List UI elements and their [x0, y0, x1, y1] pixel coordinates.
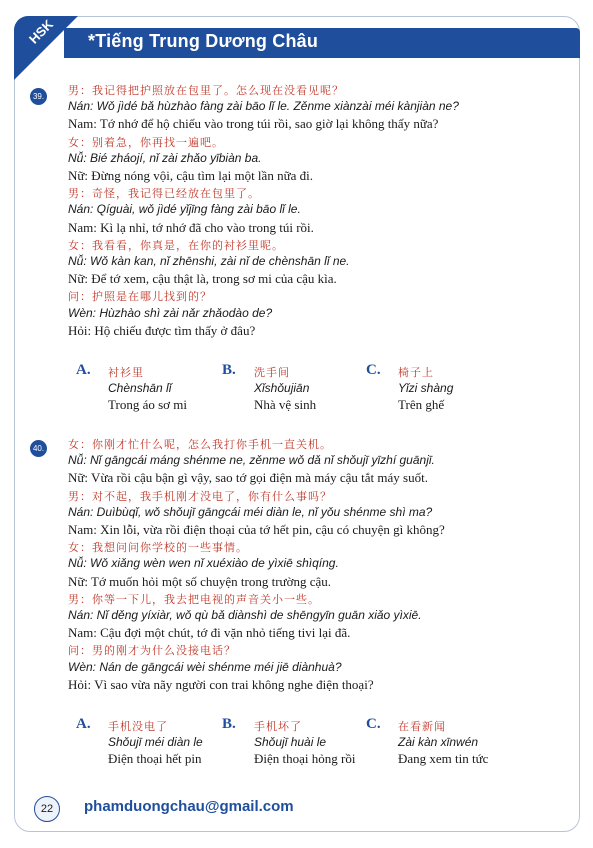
dialogue-line-zh: 男：对不起，我手机刚才没电了，你有什么事吗？ [68, 489, 332, 503]
dialogue-line-zh: 男：我记得把护照放在包里了。怎么现在没看见呢？ [68, 84, 344, 97]
dialogue-line-zh: 问：护照是在哪儿找到的？ [68, 290, 212, 304]
dialogue-line-vi: Hỏi: Hộ chiếu được tìm thấy ở đâu? [68, 322, 256, 338]
dialogue-line-vi: Nam: Xin lỗi, vừa rồi điện thoại của tớ hết pin, cậu có chuyện gì không? [68, 522, 445, 537]
option-letter: A. [76, 716, 91, 732]
dialogue-line-py: Wèn: Nán de gāngcái wèi shénme méi jiē diànhuà? [68, 659, 342, 674]
dialogue-line-py: Nán: Qíguài, wǒ jìdé yǐjīng fàng zài bāo lǐ le. [68, 202, 301, 217]
option-chinese: 衬衫里 [108, 366, 144, 379]
dialogue-line-zh: 女：我看看，你真是，在你的衬衫里呢。 [68, 238, 284, 252]
question-number-40: 40. [30, 440, 47, 457]
page-number: 22 [34, 796, 60, 822]
option-chinese: 手机坏了 [254, 720, 302, 733]
dialogue-line-zh: 女：我想问问你学校的一些事情。 [68, 541, 248, 555]
dialogue-line-py: Nán: Wǒ jìdé bǎ hùzhào fàng zài bāo lǐ le. Zěnme xiànzài méi kànjiàn ne? [68, 99, 459, 114]
dialogue-line-py: Nǚ: Wǒ xiǎng wèn wen nǐ xuéxiào de yìxiē shìqíng. [68, 556, 339, 571]
question-number-39: 39. [30, 88, 47, 105]
dialogue-line-vi: Nam: Kì lạ nhỉ, tớ nhớ đã cho vào trong túi rồi. [68, 219, 314, 235]
dialogue-line-vi: Nam: Tớ nhớ để hộ chiếu vào trong túi rồi, sao giờ lại không thấy nữa? [68, 116, 439, 132]
option-letter: C. [366, 362, 381, 378]
dialogue-line-vi: Nữ: Để tớ xem, cậu thật là, trong sơ mi của cậu kìa. [68, 271, 337, 287]
dialogue-line-py: Nán: Duìbùqǐ, wǒ shǒujī gāngcái méi diàn le, nǐ yǒu shénme shì ma? [68, 504, 433, 519]
dialogue-line-py: Nǚ: Bié zháojí, nǐ zài zhǎo yībiàn ba. [68, 150, 262, 165]
dialogue-line-zh: 男：奇怪，我记得已经放在包里了。 [68, 187, 260, 201]
dialogue-line-py: Nǚ: Wǒ kàn kan, nǐ zhēnshi, zài nǐ de chènshān lǐ ne. [68, 254, 350, 268]
option-vietnamese: Điện thoại hết pin [108, 751, 202, 766]
option-letter: B. [222, 362, 236, 378]
dialogue-line-vi: Nữ: Tớ muốn hỏi một số chuyện trong trường cậu. [68, 573, 332, 589]
dialogue-line-py: Nǚ: Nǐ gāngcái máng shénme ne, zěnme wǒ dǎ nǐ shǒujī yīzhí guānjī. [68, 453, 435, 468]
dialogue-line-zh: 女：你刚才忙什么呢，怎么我打你手机一直关机。 [68, 438, 332, 451]
dialogue-line-vi: Hỏi: Vì sao vừa nãy người con trai không nghe điện thoại? [68, 676, 374, 692]
option-letter: B. [222, 716, 236, 732]
option-vietnamese: Trong áo sơ mi [108, 397, 187, 412]
option-pinyin: Yǐzi shàng [398, 381, 454, 395]
page-title: *Tiếng Trung Dương Châu [88, 31, 319, 51]
option-chinese: 椅子上 [398, 366, 434, 379]
dialogue-line-vi: Nữ: Đừng nóng vội, cậu tìm lại một lần nữa đi. [68, 168, 313, 183]
dialogue-line-zh: 女：别着急，你再找一遍吧。 [68, 135, 224, 149]
dialogue-line-py: Wèn: Hùzhào shì zài nǎr zhǎodào de? [68, 305, 273, 320]
option-letter: C. [366, 716, 381, 732]
option-pinyin: Zài kàn xīnwén [398, 735, 479, 749]
option-pinyin: Xǐshǒujiān [254, 381, 310, 395]
option-chinese: 在看新闻 [398, 720, 446, 733]
option-pinyin: Shǒujī méi diàn le [108, 735, 203, 749]
option-vietnamese: Điện thoại hỏng rồi [254, 751, 356, 766]
hsk-badge-label: HSK [26, 16, 57, 47]
option-vietnamese: Trên ghế [398, 397, 445, 412]
dialogue-line-vi: Nam: Cậu đợi một chút, tớ đi vặn nhỏ tiếng tivi lại đã. [68, 625, 351, 641]
option-pinyin: Chènshān lǐ [108, 381, 172, 395]
dialogue-line-zh: 问：男的刚才为什么没接电话？ [68, 644, 236, 658]
footer-email: phamduongchau@gmail.com [84, 798, 294, 815]
option-letter: A. [76, 362, 91, 378]
dialogue-line-vi: Nữ: Vừa rồi cậu bận gì vậy, sao tớ gọi điện mà máy cậu tắt máy suốt. [68, 470, 428, 486]
option-pinyin: Shǒujī huài le [254, 735, 327, 749]
dialogue-line-zh: 男：你等一下儿，我去把电视的声音关小一些。 [68, 592, 320, 606]
option-vietnamese: Nhà vệ sinh [254, 397, 317, 412]
dialogue-line-py: Nán: Nǐ děng yíxiàr, wǒ qù bǎ diànshì de shēngyīn guān xiǎo yìxiē. [68, 608, 422, 622]
option-vietnamese: Đang xem tin tức [398, 751, 489, 766]
option-chinese: 洗手间 [254, 366, 290, 379]
option-chinese: 手机没电了 [108, 720, 168, 733]
